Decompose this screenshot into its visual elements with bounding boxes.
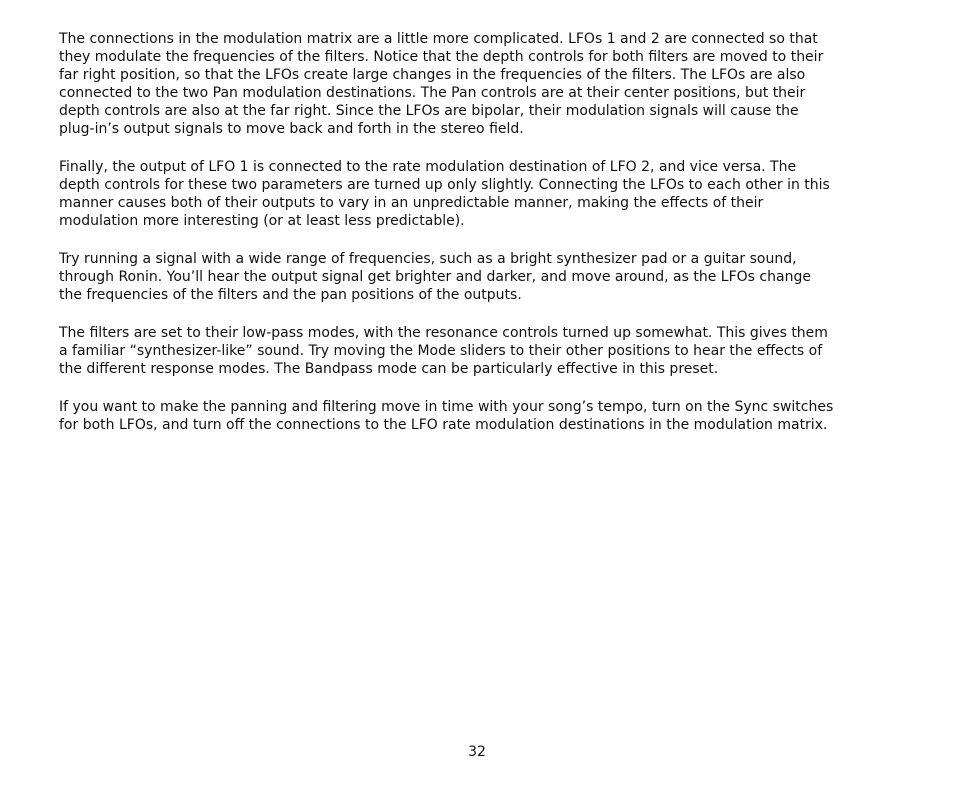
paragraph-sync-tempo: If you want to make the panning and filtering move in time with your song’s tempo, turn on the Sync switches for both LFOs, and turn off the connections to the LFO rate modulation destinations in the modulation matrix. [59,399,834,433]
paragraph-lfo-cross-modulation: Finally, the output of LFO 1 is connected to the rate modulation destination of LFO 2, and vice versa. The depth controls for these two parameters are turned up only slightly. Connecting the LFOs to each other in this manner causes both of their outputs to vary in an unpredictable manner, making the effects of their modulation more interesting (or at least less predictable). [59,159,830,229]
document-body [59,30,895,454]
paragraph-filter-modes: The filters are set to their low-pass modes, with the resonance controls turned up somewhat. This gives them a familiar “synthesizer-like” sound. Try moving the Mode sliders to their other positions to hear the effects of the different response modes. The Bandpass mode can be particularly effective in this preset. [59,325,828,377]
page-number: 32 [468,744,486,760]
paragraph-modulation-matrix: The connections in the modulation matrix are a little more complicated. LFOs 1 and 2 are connected so that they modulate the frequencies of the filters. Notice that the depth controls for both filters are moved to their far right position, so that the LFOs create large changes in the frequencies of the filters. The LFOs are also connected to the two Pan modulation destinations. The Pan controls are at their center positions, but their depth controls are also at the far right. Since the LFOs are bipolar, their modulation signals will cause the plug-in’s output signals to move back and forth in the stereo field. [59,31,824,137]
paragraph-try-signal: Try running a signal with a wide range of frequencies, such as a bright synthesizer pad or a guitar sound, through Ronin. You’ll hear the output signal get brighter and darker, and move around, as the LFOs change the frequencies of the filters and the pan positions of the outputs. [59,251,811,303]
